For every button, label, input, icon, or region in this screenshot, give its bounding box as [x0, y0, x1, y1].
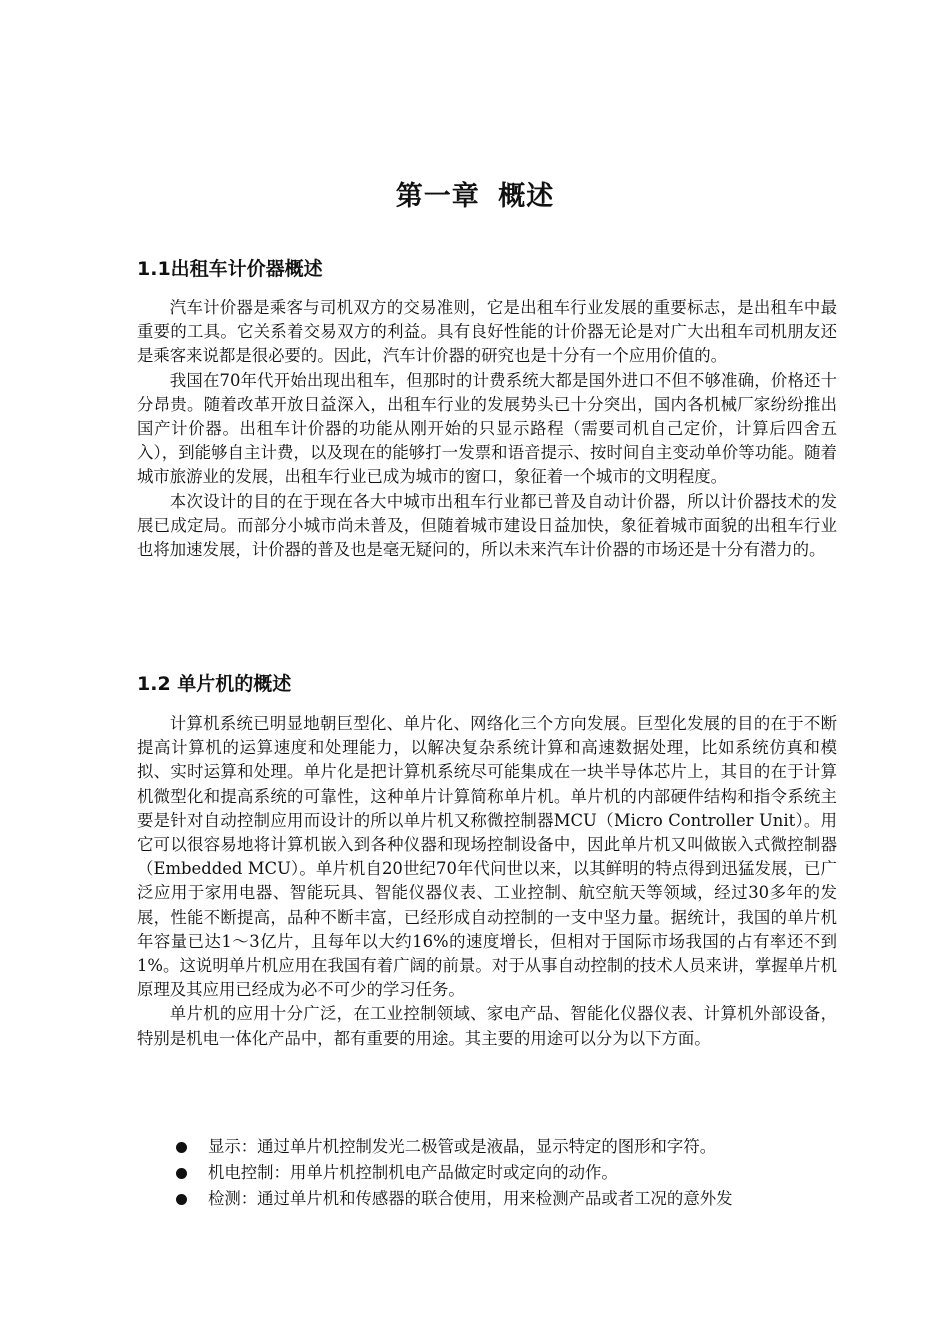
bullet-icon	[176, 1168, 187, 1179]
bullet-icon	[176, 1142, 187, 1153]
paragraph: 单片机的应用十分广泛，在工业控制领域、家电产品、智能化仪器仪表、计算机外部设备，特别是机电一体化产品中，都有重要的用途。其主要的用途可以分为以下方面。	[137, 1004, 837, 1048]
list-item	[137, 1134, 837, 1160]
paragraph: 我国在70年代开始出现出租车，但那时的计费系统大都是国外进口不但不够准确，价格还十分昂贵。随着改革开放日益深入，出租车行业的发展势头已十分突出，国内各机械厂家纷纷推出国产计价器。出租车计价器的功能从刚开始的只显示路程（需要司机自己定价，计算后四舍五入），到能够自主计费，以及现在的能够打一发票和语音提示、按时间自主变动单价等功能。随着城市旅游业的发展，出租车行业已成为城市的窗口，象征着一个城市的文明程度。	[137, 370, 837, 487]
section-1-2-body	[137, 712, 837, 1051]
bullet-icon	[176, 1194, 187, 1205]
list-item	[137, 1186, 837, 1212]
section-heading-1-2: 1.2 单片机的概述	[137, 673, 292, 695]
list-item-text: 机电控制：用单片机控制机电产品做定时或定向的动作。	[208, 1163, 618, 1182]
paragraph: 汽车计价器是乘客与司机双方的交易准则，它是出租车行业发展的重要标志，是出租车中最重要的工具。它关系着交易双方的利益。具有良好性能的计价器无论是对广大出租车司机朋友还是乘客来说都是很必要的。因此，汽车计价器的研究也是十分有一个应用价值的。	[137, 298, 837, 366]
paragraph: 计算机系统已明显地朝巨型化、单片化、网络化三个方向发展。巨型化发展的目的在于不断提高计算机的运算速度和处理能力，以解决复杂系统计算和高速数据处理，比如系统仿真和模拟、实时运算和处理。单片化是把计算机系统尽可能集成在一块半导体芯片上，其目的在于计算机微型化和提高系统的可靠性，这种单片计算简称单片机。单片机的内部硬件结构和指令系统主要是针对自动控制应用而设计的所以单片机又称微控制器MCU（Micro Controller Unit）。用它可以很容易地将计算机嵌入到各种仪器和现场控制设备中，因此单片机又叫做嵌入式微控制器（Embedded MCU）。单片机自20世纪70年代问世以来，以其鲜明的特点得到迅猛发展，已广泛应用于家用电器、智能玩具、智能仪器仪表、工业控制、航空航天等领域，经过30多年的发展，性能不断提高，品种不断丰富，已经形成自动控制的一支中坚力量。据统计，我国的单片机年容量已达1～3亿片，且每年以大约16%的速度增长，但相对于国际市场我国的占有率还不到1%。这说明单片机应用在我国有着广阔的前景。对于从事自动控制的技术人员来讲，掌握单片机原理及其应用已经成为必不可少的学习任务。	[137, 714, 837, 1000]
chapter-title: 第一章 概述	[395, 181, 555, 212]
application-list	[137, 1134, 837, 1212]
list-item-text: 检测：通过单片机和传感器的联合使用，用来检测产品或者工况的意外发	[208, 1189, 733, 1208]
list-item-text: 显示：通过单片机控制发光二极管或是液晶，显示特定的图形和字符。	[208, 1137, 717, 1156]
list-item	[137, 1160, 837, 1186]
paragraph: 本次设计的目的在于现在各大中城市出租车行业都已普及自动计价器，所以计价器技术的发展已成定局。而部分小城市尚未普及，但随着城市建设日益加快，象征着城市面貌的出租车行业也将加速发展，计价器的普及也是毫无疑问的，所以未来汽车计价器的市场还是十分有潜力的。	[137, 491, 837, 560]
section-heading-1-1: 1.1出租车计价器概述	[137, 258, 323, 280]
section-1-1-body	[137, 296, 837, 562]
